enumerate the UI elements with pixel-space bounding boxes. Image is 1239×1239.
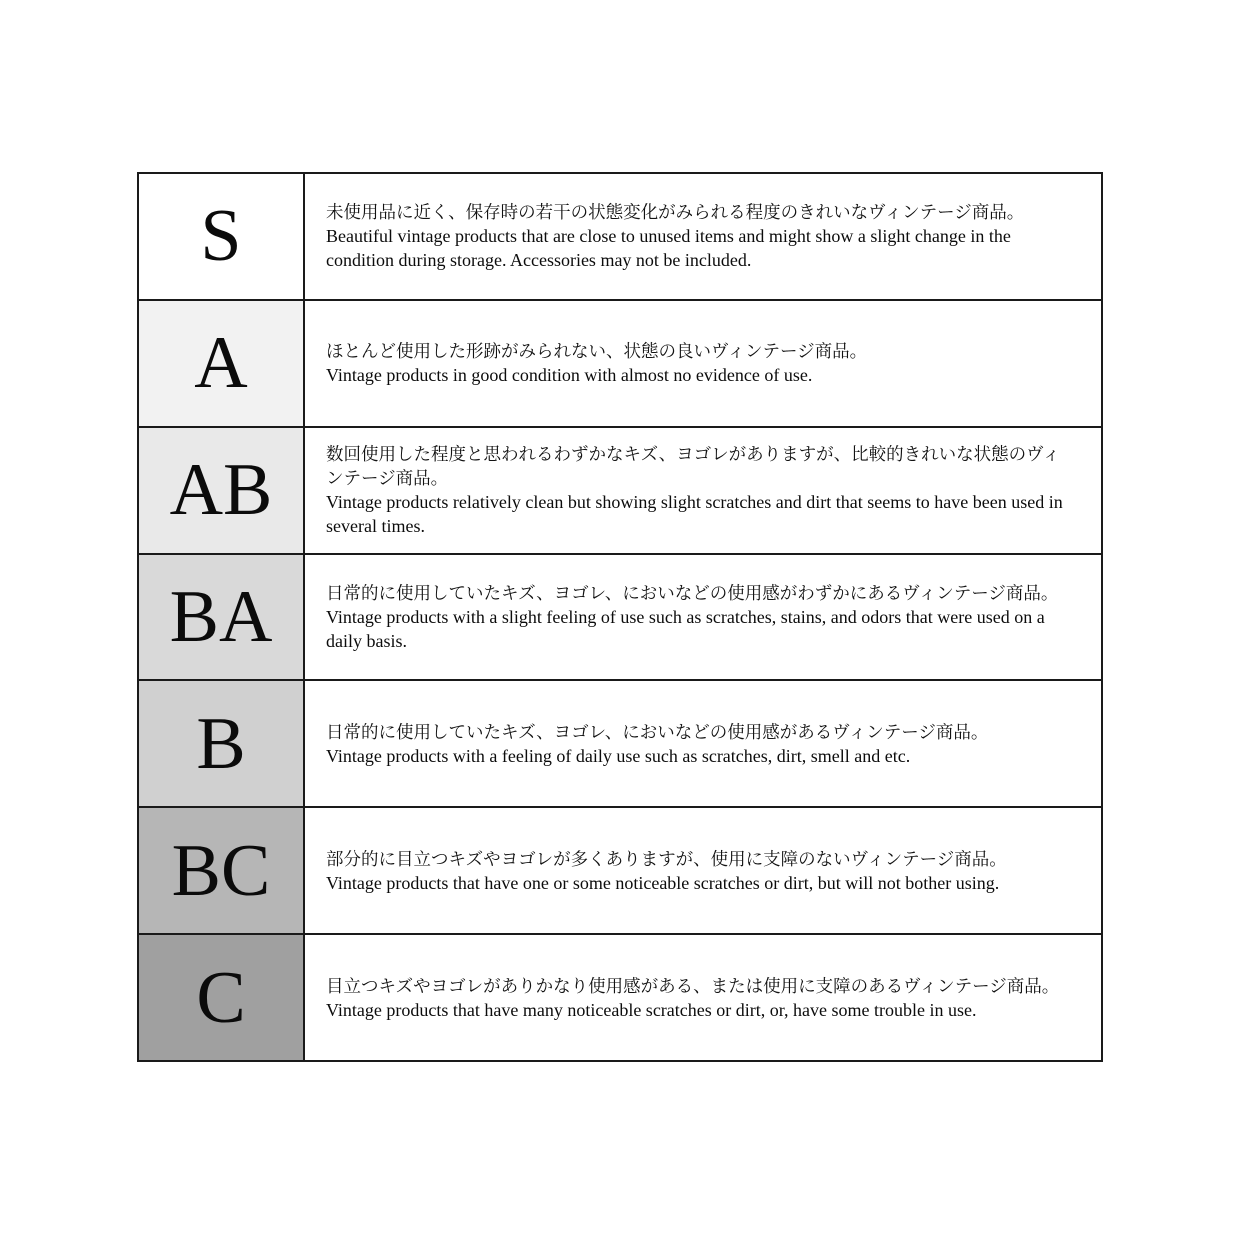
description-japanese: 数回使用した程度と思われるわずかなキズ、ヨゴレがありますが、比較的きれいな状態のヴィンテージ商品。 — [326, 444, 1061, 489]
grade-letter: A — [194, 322, 248, 405]
description-english: Beautiful vintage products that are close to unused items and might show a slight change in the condition during storage. Accessories may not be included. — [326, 226, 1011, 271]
condition-grade-table — [137, 172, 1103, 1062]
grade-cell — [139, 808, 305, 933]
description-japanese: 部分的に目立つキズやヨゴレが多くありますが、使用に支障のないヴィンテージ商品。 — [326, 848, 1007, 869]
description-japanese: 未使用品に近く、保存時の若干の状態変化がみられる程度のきれいなヴィンテージ商品。 — [326, 202, 1025, 223]
description-english: Vintage products that have many noticeable scratches or dirt, or, have some trouble in use. — [326, 999, 977, 1020]
grade-row-ba — [139, 553, 1101, 680]
grade-cell — [139, 555, 305, 680]
description-english: Vintage products with a feeling of daily use such as scratches, dirt, smell and etc. — [326, 745, 911, 766]
description-cell — [305, 555, 1101, 680]
grade-letter: BC — [171, 829, 271, 912]
grade-row-c — [139, 933, 1101, 1060]
grade-cell — [139, 174, 305, 299]
grade-letter: B — [196, 702, 246, 785]
grade-cell — [139, 301, 305, 426]
grade-letter: C — [196, 956, 246, 1039]
description-japanese: 日常的に使用していたキズ、ヨゴレ、においなどの使用感がわずかにあるヴィンテージ商品。 — [326, 583, 1059, 603]
description-english: Vintage products that have one or some noticeable scratches or dirt, but will not bother using. — [326, 872, 1000, 893]
description-japanese: 目立つキズやヨゴレがありかなり使用感がある、または使用に支障のあるヴィンテージ商品。 — [326, 975, 1060, 996]
description-cell — [305, 808, 1101, 933]
description-cell — [305, 935, 1101, 1060]
description-japanese: 日常的に使用していたキズ、ヨゴレ、においなどの使用感があるヴィンテージ商品。 — [326, 721, 989, 742]
description-english: Vintage products relatively clean but showing slight scratches and dirt that seems to have been used in several times. — [326, 492, 1063, 537]
description-cell — [305, 428, 1101, 553]
grade-row-s — [139, 174, 1101, 299]
description-english: Vintage products in good condition with almost no evidence of use. — [326, 365, 813, 386]
description-cell — [305, 681, 1101, 806]
grade-cell — [139, 681, 305, 806]
description-cell — [305, 301, 1101, 426]
grade-cell — [139, 428, 305, 553]
description-english: Vintage products with a slight feeling of use such as scratches, stains, and odors that were used on a daily basis. — [326, 607, 1045, 651]
description-cell — [305, 174, 1101, 299]
description-japanese: ほとんど使用した形跡がみられない、状態の良いヴィンテージ商品。 — [326, 341, 868, 362]
grade-row-ab — [139, 426, 1101, 553]
grade-row-b — [139, 679, 1101, 806]
grade-row-a — [139, 299, 1101, 426]
grade-letter: S — [200, 195, 242, 278]
grade-letter: BA — [169, 576, 273, 658]
grade-cell — [139, 935, 305, 1060]
grade-row-bc — [139, 806, 1101, 933]
grade-letter: AB — [169, 449, 273, 532]
